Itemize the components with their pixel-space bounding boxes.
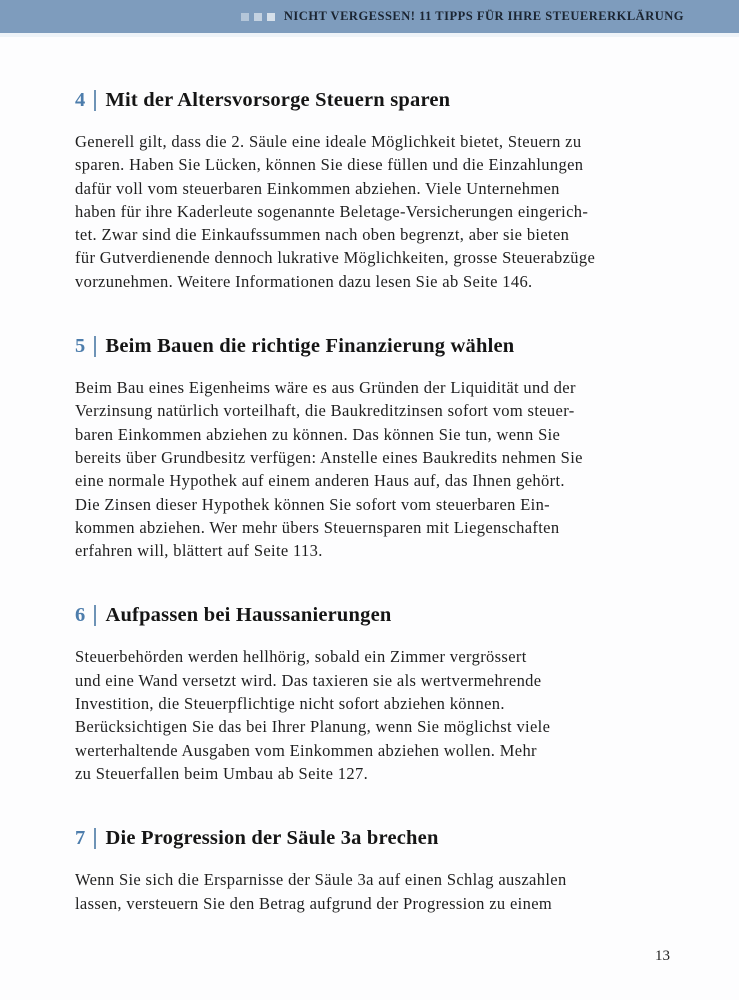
text-line: eine normale Hypothek auf einem anderen Haus auf, das Ihnen gehört. [75, 471, 565, 491]
text-line: für Gutverdienende dennoch lukrative Möglichkeiten, grosse Steuerabzüge [75, 248, 596, 268]
text-line: tet. Zwar sind die Einkaufssummen nach oben begrenzt, aber sie bieten [75, 225, 570, 245]
text-line: baren Einkommen abziehen zu können. Das können Sie tun, wenn Sie [75, 424, 561, 444]
text-line: zu Steuerfallen beim Umbau ab Seite 127. [75, 763, 369, 783]
tip-sections [75, 89, 679, 915]
tip-heading [75, 827, 679, 850]
tip-number: 7 [75, 827, 86, 850]
running-header-title: NICHT VERGESSEN! 11 TIPPS FÜR IHRE STEUERERKLÄRUNG [283, 9, 684, 23]
tip-number: 4 [75, 89, 86, 111]
text-line: erfahren will, blättert auf Seite 113. [75, 541, 323, 561]
tip-paragraph [75, 868, 679, 915]
heading-separator [94, 828, 96, 849]
tip-heading [75, 604, 679, 627]
text-line: werterhaltende Ausgaben vom Einkommen abziehen wollen. Mehr [75, 740, 537, 760]
text-line: Generell gilt, dass die 2. Säule eine ideale Möglichkeit bietet, Steuern zu [75, 132, 582, 151]
tip-heading [75, 335, 679, 358]
heading-separator [94, 605, 96, 626]
tip-paragraph [75, 376, 679, 562]
text-line: Berücksichtigen Sie das bei Ihrer Planung, wenn Sie möglichst viele [75, 717, 551, 737]
text-line: Wenn Sie sich die Ersparnisse der Säule 3a auf einen Schlag auszahlen [75, 870, 567, 890]
tip-section [75, 335, 679, 562]
text-line: kommen abziehen. Wer mehr übers Steuernsparen mit Liegenschaften [75, 517, 560, 537]
page-content [0, 37, 739, 915]
tip-title: Die Progression der Säule 3a brechen [105, 827, 439, 850]
text-line: bereits über Grundbesitz verfügen: Anstelle eines Baukredits nehmen Sie [75, 447, 583, 467]
tip-number: 6 [75, 604, 86, 627]
tip-section [75, 604, 679, 785]
text-line: haben für ihre Kaderleute sogenannte Beletage-Versicherungen eingerich- [75, 201, 589, 221]
text-line: Investition, die Steuerpflichtige nicht sofort abziehen können. [75, 694, 505, 714]
text-line: Verzinsung natürlich vorteilhaft, die Baukreditzinsen sofort vom steuer- [75, 401, 575, 421]
tip-number: 5 [75, 335, 86, 358]
tip-paragraph [75, 130, 679, 293]
tip-section [75, 827, 679, 915]
text-line: dafür voll vom steuerbaren Einkommen abziehen. Viele Unternehmen [75, 178, 560, 198]
running-header [0, 0, 739, 33]
tip-heading [75, 89, 679, 112]
heading-separator [94, 336, 96, 357]
square-icon [267, 13, 275, 21]
tip-title: Beim Bauen die richtige Finanzierung wählen [105, 335, 515, 358]
text-line: Beim Bau eines Eigenheims wäre es aus Gründen der Liquidität und der [75, 378, 576, 398]
tip-title: Mit der Altersvorsorge Steuern sparen [105, 89, 451, 111]
square-icon [254, 13, 262, 21]
square-icon [241, 13, 249, 21]
text-line: lassen, versteuern Sie den Betrag aufgrund der Progression zu einem [75, 893, 553, 913]
tip-paragraph [75, 645, 679, 785]
text-line: und eine Wand versetzt wird. Das taxieren sie als wertvermehrende [75, 670, 542, 690]
tip-section [75, 89, 679, 293]
text-line: Steuerbehörden werden hellhörig, sobald ein Zimmer vergrössert [75, 647, 527, 667]
header-squares-icon [241, 13, 275, 21]
text-line: Die Zinsen dieser Hypothek können Sie sofort vom steuerbaren Ein- [75, 494, 551, 514]
text-line: vorzunehmen. Weitere Informationen dazu lesen Sie ab Seite 146. [75, 271, 533, 291]
text-line: sparen. Haben Sie Lücken, können Sie diese füllen und die Einzahlungen [75, 155, 584, 175]
tip-title: Aufpassen bei Haussanierungen [105, 604, 392, 627]
page-number: 13 [655, 948, 670, 964]
heading-separator [94, 90, 96, 111]
